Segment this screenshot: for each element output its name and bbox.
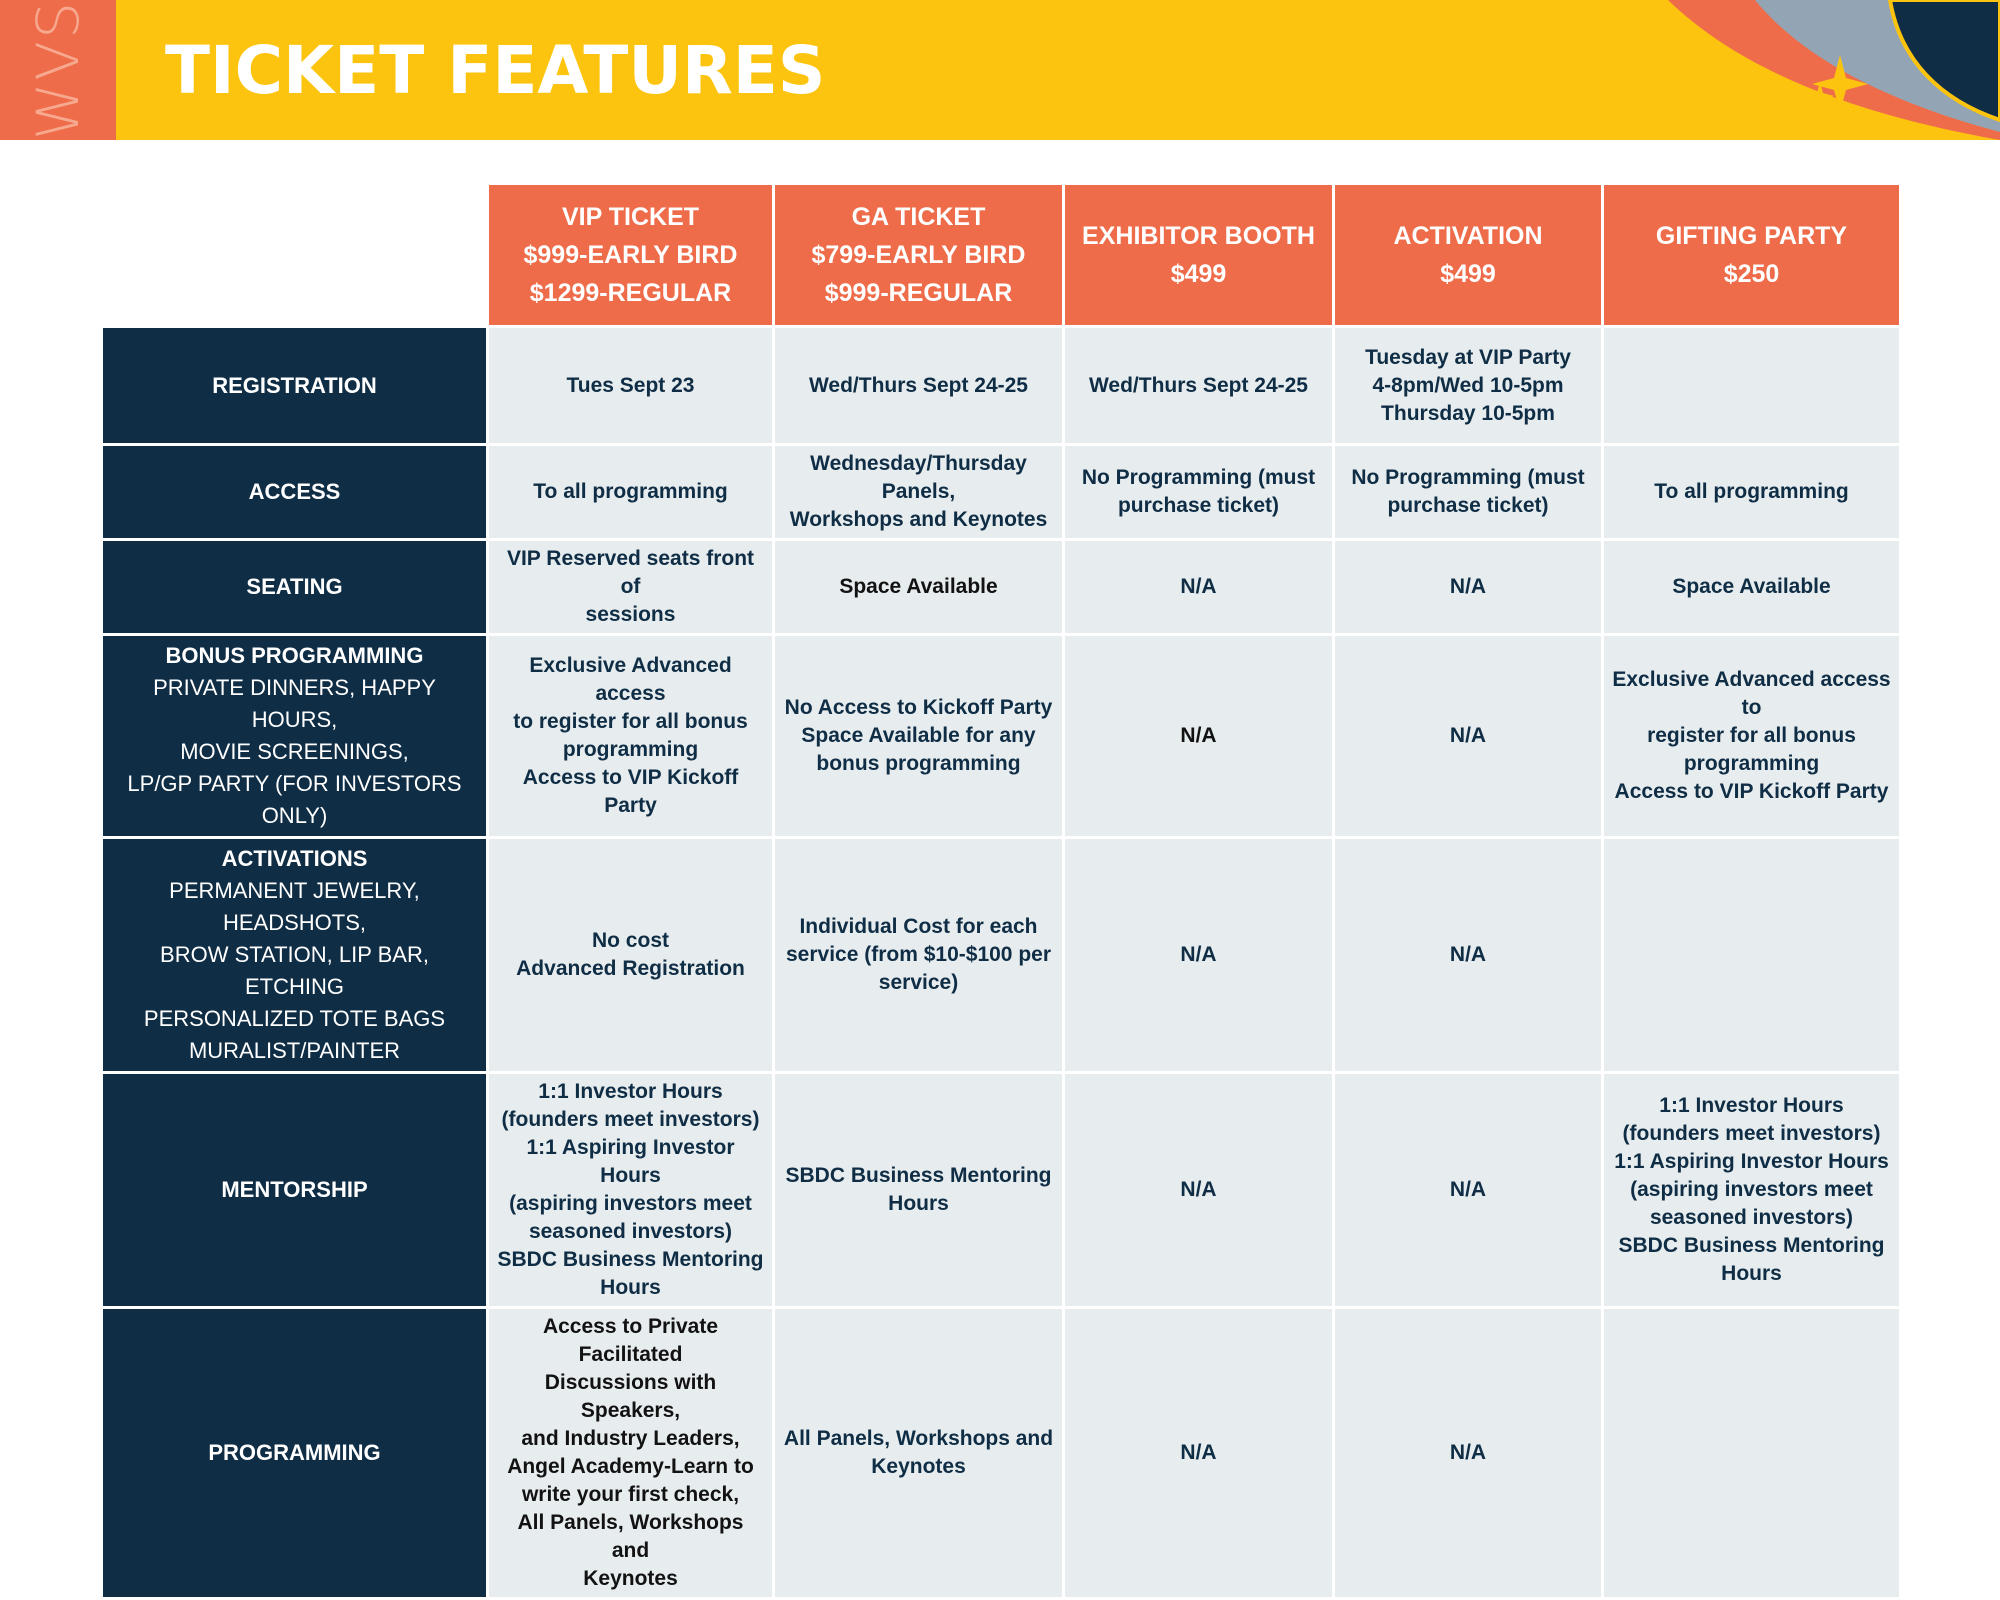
cell-line: N/A: [1449, 724, 1487, 747]
cell-line: N/A: [1180, 724, 1217, 747]
cell-line: and Industry Leaders,: [521, 1427, 740, 1450]
cell-line: bonus programming: [816, 752, 1021, 775]
cell-line: No cost: [591, 929, 669, 952]
table-cell: [1604, 541, 1899, 633]
table-cell: [775, 1074, 1062, 1306]
column-header-line: $250: [1723, 260, 1780, 288]
table-row: [103, 541, 1899, 633]
cell-line: Individual Cost for each: [799, 915, 1038, 938]
page-title: TICKET FEATURES: [165, 32, 826, 109]
cell-line: Hours: [888, 1192, 949, 1215]
table-cell: [1065, 636, 1332, 836]
cell-line: N/A: [1180, 1441, 1217, 1464]
column-header-line: $999-EARLY BIRD: [523, 241, 738, 269]
cell-line: VIP Reserved seats front of: [506, 547, 755, 598]
row-header-detail: PERSONALIZED TOTE BAGS: [143, 1006, 446, 1031]
cell-line: No Programming (must: [1081, 466, 1316, 489]
cell-line: N/A: [1180, 943, 1217, 966]
cell-line: (founders meet investors): [501, 1108, 760, 1131]
cell-line: (founders meet investors): [1622, 1122, 1881, 1145]
cell-line: 1:1 Investor Hours: [538, 1080, 723, 1103]
logo: WVS: [24, 0, 92, 140]
cell-line: Hours: [600, 1276, 661, 1299]
cell-line: (aspiring investors meet: [1630, 1178, 1873, 1201]
table-cell: [775, 328, 1062, 443]
table-cell: [1335, 1074, 1601, 1306]
table-cell: [489, 636, 772, 836]
table-cell: [775, 541, 1062, 633]
row-header-title: SEATING: [246, 574, 343, 599]
column-header-line: EXHIBITOR BOOTH: [1082, 222, 1315, 250]
row-header-detail: BROW STATION, LIP BAR, ETCHING: [160, 942, 429, 999]
row-header-detail: PRIVATE DINNERS, HAPPY HOURS,: [153, 675, 436, 732]
cell-line: Thursday 10-5pm: [1381, 401, 1555, 425]
row-header-detail: PERMANENT JEWELRY, HEADSHOTS,: [169, 878, 420, 935]
cell-line: SBDC Business Mentoring: [785, 1164, 1052, 1187]
cell-line: service): [878, 971, 959, 994]
column-header: [775, 185, 1062, 325]
cell-line: Space Available for any: [801, 724, 1036, 747]
row-header: [103, 446, 486, 538]
row-header: [103, 541, 486, 633]
row-header: [103, 1074, 486, 1306]
cell-line: All Panels, Workshops and: [517, 1511, 744, 1562]
cell-line: 1:1 Investor Hours: [1659, 1094, 1844, 1117]
cell-line: purchase ticket): [1387, 494, 1549, 517]
table-cell: [489, 446, 772, 538]
table-cell: [1065, 1074, 1332, 1306]
table-row: [103, 1309, 1899, 1597]
column-header-line: $799-EARLY BIRD: [811, 241, 1026, 269]
cell-line: SBDC Business Mentoring: [497, 1248, 764, 1271]
cell-line: programming: [562, 738, 699, 761]
cell-line: Access to Private Facilitated: [542, 1315, 719, 1366]
cell-line: N/A: [1449, 943, 1487, 966]
row-header: [103, 636, 486, 836]
cell-line: (aspiring investors meet: [509, 1192, 752, 1215]
table-cell: [1065, 541, 1332, 633]
cell-line: Access to VIP Kickoff Party: [522, 766, 739, 817]
table-cell: [775, 446, 1062, 538]
cell-line: Wed/Thurs Sept 24-25: [1088, 373, 1308, 397]
cell-line: seasoned investors): [528, 1220, 733, 1243]
row-header-title: ACTIVATIONS: [221, 846, 368, 871]
column-header-line: GIFTING PARTY: [1655, 222, 1848, 250]
column-header-line: $499: [1440, 260, 1496, 288]
cell-line: No Access to Kickoff Party: [784, 696, 1053, 719]
cell-line: Keynotes: [583, 1567, 678, 1590]
row-header-detail: LP/GP PARTY (FOR INVESTORS ONLY): [127, 771, 462, 828]
row-header: [103, 839, 486, 1071]
cell-line: Wed/Thurs Sept 24-25: [808, 373, 1028, 397]
logo-box: [0, 0, 116, 140]
table-cell: [1604, 636, 1899, 836]
cell-line: Exclusive Advanced access to: [1612, 668, 1891, 719]
cell-line: N/A: [1449, 1178, 1487, 1201]
table-cell: [1065, 839, 1332, 1071]
row-header-title: REGISTRATION: [212, 372, 377, 398]
cell-line: To all programming: [533, 480, 728, 503]
cell-line: Keynotes: [871, 1455, 966, 1478]
table-cell: [1065, 1309, 1332, 1597]
cell-line: Exclusive Advanced access: [529, 654, 732, 705]
table-cell: [775, 1309, 1062, 1597]
table-row: [103, 636, 1899, 836]
column-header-line: ACTIVATION: [1393, 222, 1543, 250]
cell-line: No Programming (must: [1351, 466, 1585, 489]
cell-line: SBDC Business Mentoring: [1618, 1234, 1885, 1257]
row-header-title: ACCESS: [248, 479, 341, 504]
row-header-detail: MURALIST/PAINTER: [188, 1038, 401, 1063]
cell-line: Wednesday/Thursday Panels,: [810, 452, 1027, 503]
table-cell: [1335, 1309, 1601, 1597]
table-cell: [775, 839, 1062, 1071]
table-row: [103, 1074, 1899, 1306]
decorative-corner-art: [1660, 0, 2000, 140]
cell-line: 1:1 Aspiring Investor Hours: [526, 1136, 735, 1187]
column-header-line: $499: [1170, 260, 1227, 288]
table-cell: [1335, 541, 1601, 633]
column-header: [1604, 185, 1899, 325]
table-row: [103, 446, 1899, 538]
column-header-line: $1299-REGULAR: [529, 279, 732, 307]
column-header: [1065, 185, 1332, 325]
table-cell: [1335, 839, 1601, 1071]
cell-line: Space Available: [839, 575, 998, 598]
cell-line: Discussions with Speakers,: [544, 1371, 717, 1422]
cell-line: Access to VIP Kickoff Party: [1614, 780, 1889, 803]
column-header: [1335, 185, 1601, 325]
row-header-title: BONUS PROGRAMMING: [165, 643, 424, 668]
column-header-line: VIP TICKET: [561, 203, 700, 231]
table-corner: [103, 185, 486, 325]
column-header: [489, 185, 772, 325]
cell-line: Tuesday at VIP Party: [1365, 345, 1571, 369]
table-row: [103, 328, 1899, 443]
header-banner: [0, 0, 2000, 140]
table-cell: [489, 1074, 772, 1306]
table-cell: [1604, 839, 1899, 1071]
row-header-title: MENTORSHIP: [221, 1177, 368, 1202]
cell-line: 4-8pm/Wed 10-5pm: [1372, 373, 1564, 397]
table-cell: [1604, 328, 1899, 443]
table-cell: [1604, 1074, 1899, 1306]
cell-line: to register for all bonus: [513, 710, 748, 733]
cell-line: sessions: [585, 603, 676, 626]
cell-line: register for all bonus: [1647, 724, 1856, 747]
table-cell: [1604, 446, 1899, 538]
cell-line: seasoned investors): [1649, 1206, 1854, 1229]
column-header-line: $999-REGULAR: [824, 279, 1013, 307]
table-cell: [489, 328, 772, 443]
cell-line: Advanced Registration: [516, 957, 745, 980]
cell-line: programming: [1683, 752, 1820, 775]
table-cell: [1604, 1309, 1899, 1597]
row-header: [103, 328, 486, 443]
table-row: [103, 839, 1899, 1071]
table-cell: [489, 541, 772, 633]
cell-line: Angel Academy-Learn to: [507, 1455, 754, 1478]
table-cell: [489, 839, 772, 1071]
table-cell: [775, 636, 1062, 836]
cell-line: Hours: [1721, 1262, 1782, 1285]
table-cell: [1335, 636, 1601, 836]
cell-line: Tues Sept 23: [566, 373, 695, 397]
cell-line: N/A: [1449, 1441, 1487, 1464]
features-table: [100, 182, 1902, 1600]
row-header-title: PROGRAMMING: [208, 1440, 381, 1465]
column-header-line: GA TICKET: [851, 203, 986, 231]
cell-line: To all programming: [1654, 480, 1849, 503]
table-cell: [1065, 328, 1332, 443]
cell-line: N/A: [1180, 1178, 1217, 1201]
table-cell: [1335, 446, 1601, 538]
cell-line: N/A: [1180, 575, 1217, 598]
table-cell: [1335, 328, 1601, 443]
cell-line: service (from $10-$100 per: [786, 943, 1051, 966]
cell-line: write your first check,: [521, 1483, 740, 1506]
row-header: [103, 1309, 486, 1597]
cell-line: N/A: [1449, 575, 1487, 598]
cell-line: purchase ticket): [1117, 494, 1280, 517]
cell-line: Workshops and Keynotes: [789, 508, 1048, 531]
table-cell: [489, 1309, 772, 1597]
cell-line: All Panels, Workshops and: [783, 1427, 1054, 1450]
table-cell: [1065, 446, 1332, 538]
cell-line: 1:1 Aspiring Investor Hours: [1614, 1150, 1889, 1173]
row-header-detail: MOVIE SCREENINGS,: [180, 739, 409, 764]
cell-line: Space Available: [1672, 575, 1831, 598]
